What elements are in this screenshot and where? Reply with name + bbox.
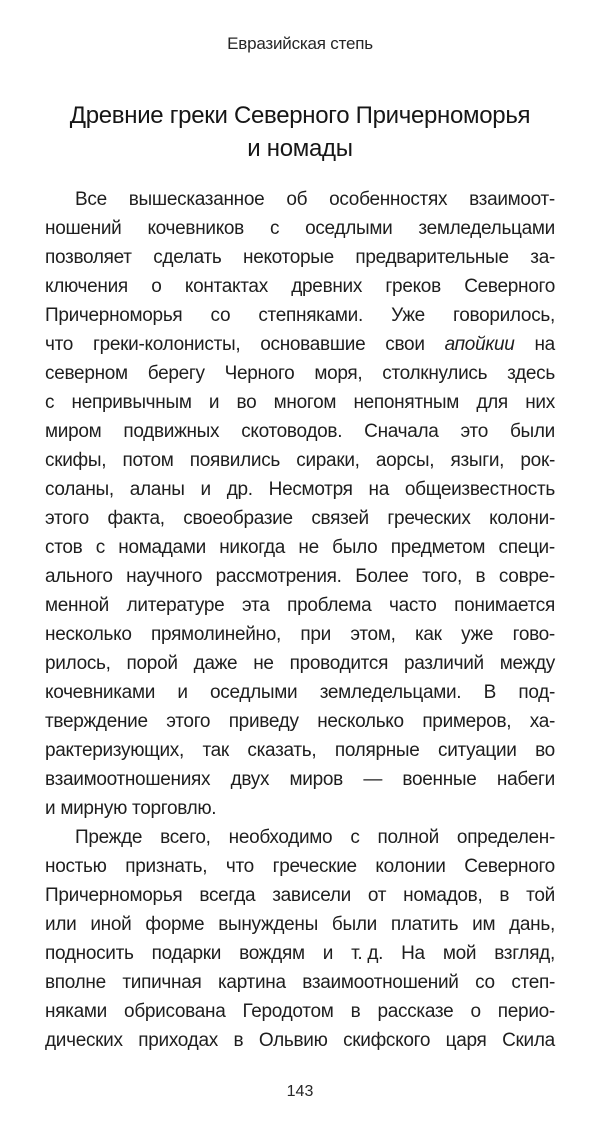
- body-line: рилось, порой даже не проводится различий между: [45, 653, 555, 674]
- body-line: скифы, потом появились сираки, аорсы, языги, рок-: [45, 450, 555, 471]
- body-line: стов с номадами никогда не было предметом специ-: [45, 537, 555, 558]
- body-line: позволяет сделать некоторые предварительные за-: [45, 247, 555, 268]
- body-line: кочевниками и оседлыми земледельцами. В под-: [45, 682, 555, 703]
- body-line: что греки-колонисты, основавшие свои апойкии на: [45, 334, 555, 355]
- body-line: Причерноморья всегда зависели от номадов, в той: [45, 885, 555, 906]
- body-line: миром подвижных скотоводов. Сначала это были: [45, 421, 555, 442]
- body-line: северном берегу Черного моря, столкнулись здесь: [45, 363, 555, 384]
- body-line: и мирную торговлю.: [45, 798, 217, 819]
- body-line: несколько прямолинейно, при этом, как уже гово-: [45, 624, 555, 645]
- running-head: Евразийская степь: [227, 34, 373, 53]
- body-line: соланы, аланы и др. Несмотря на общеизвестность: [45, 479, 555, 500]
- body-line: ключения о контактах древних греков Северного: [45, 276, 555, 297]
- body-line: няками обрисована Геродотом в рассказе о перио-: [45, 1001, 555, 1022]
- body-line: менной литературе эта проблема часто понимается: [45, 595, 555, 616]
- body-line: ношений кочевников с оседлыми земледельцами: [45, 218, 555, 239]
- chapter-title-line1: Древние греки Северного Причерноморья: [69, 102, 531, 129]
- body-line: ального научного рассмотрения. Более того, в совре-: [45, 566, 555, 587]
- body-line: подносить подарки вождям и т. д. На мой взгляд,: [45, 943, 555, 964]
- body-line: этого факта, своеобразие связей греческих колони-: [45, 508, 555, 529]
- body-text: [45, 185, 555, 1055]
- body-line: рактеризующих, так сказать, полярные ситуации во: [45, 740, 555, 761]
- chapter-title-line2: и номады: [247, 135, 353, 162]
- body-line: Причерноморья со степняками. Уже говорилось,: [45, 305, 555, 326]
- body-line: или иной форме вынуждены были платить им дань,: [45, 914, 555, 935]
- body-line: Все вышесказанное об особенностях взаимоот-: [75, 189, 555, 210]
- chapter-title: [0, 99, 600, 165]
- body-line: дических приходах в Ольвию скифского царя Скила: [45, 1030, 555, 1051]
- body-line: Прежде всего, необходимо с полной определен-: [75, 827, 555, 848]
- body-line: тверждение этого приведу несколько примеров, ха-: [45, 711, 555, 732]
- body-line: вполне типичная картина взаимоотношений со степ-: [45, 972, 555, 993]
- body-line: ностью признать, что греческие колонии Северного: [45, 856, 555, 877]
- body-line: взаимоотношениях двух миров — военные набеги: [45, 769, 555, 790]
- body-line: с непривычным и во многом непонятным для них: [45, 392, 555, 413]
- page-number: 143: [286, 1083, 314, 1100]
